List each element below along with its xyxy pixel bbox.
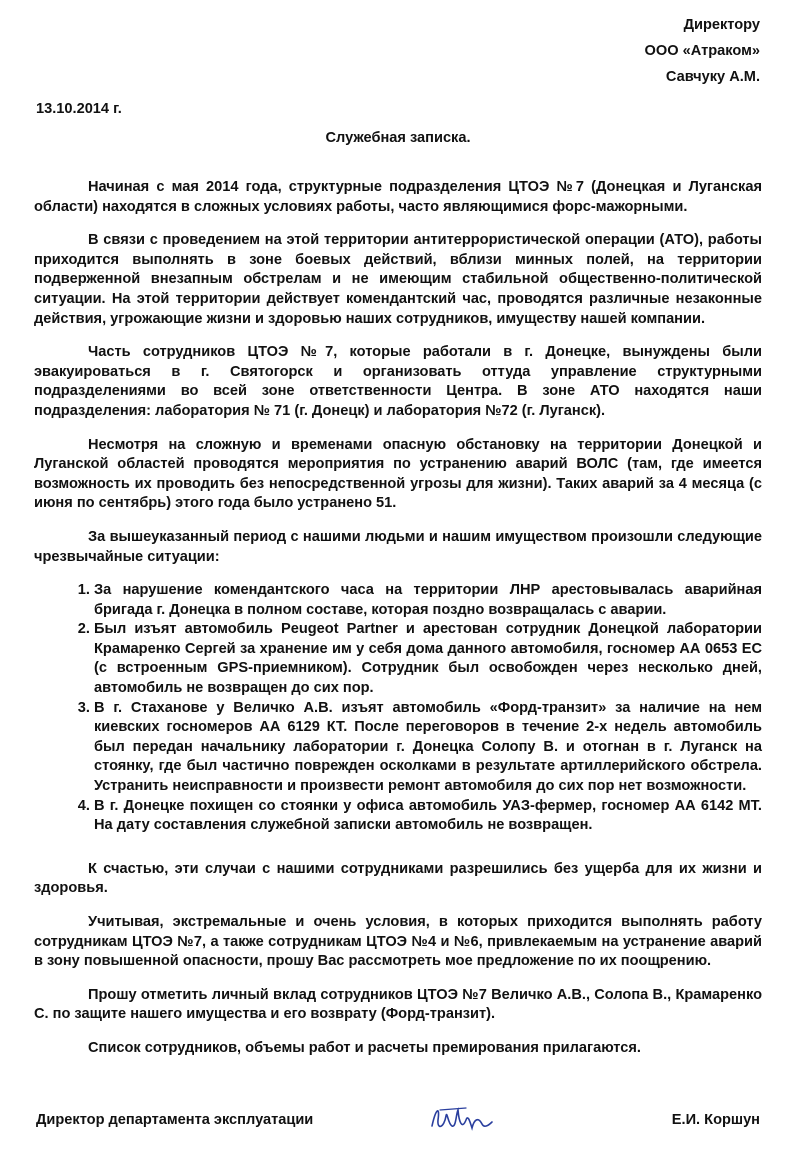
paragraph-incidents-intro: За вышеуказанный период с нашими людьми и нашим имуществом произошли следующие чрезвычайные ситуации:	[34, 528, 762, 565]
incident-item: 2. Был изъят автомобиль Peugeot Partner и арестован сотрудник Донецкой лаборатории Крамаренко Сергей за хранение им у себя дома данного автомобиля, госномер АА 0653 ЕС (с встроенным GPS-приемником). Сотрудник был освобожден через несколько дней, автомобиль не возвращен до сих пор.	[94, 620, 762, 698]
paragraph-acknowledgement: Прошу отметить личный вклад сотрудников ЦТОЭ №7 Величко А.В., Солопа В., Крамаренко С. по защите нашего имущества и его возврату (Форд-транзит).	[34, 986, 762, 1023]
paragraph-no-harm: К счастью, эти случаи с нашими сотрудниками разрешились без ущерба для их жизни и здоровья.	[34, 860, 762, 897]
incident-list	[34, 581, 762, 836]
signatory-position: Директор департамента эксплуатации	[36, 1112, 314, 1128]
incident-item: 3. В г. Стаханове у Величко А.В. изъят автомобиль «Форд-транзит» за наличие на нем киевских госномеров АА 6129 КТ. После переговоров в течение 2-х недель автомобиль был передан начальнику лаборатории г. Донецка Солопу В. и отогнан в г. Луганск на стоянку, где был частично поврежден осколками в результате артиллерийского обстрела. Устранить неисправности и произвести ремонт автомобиля до сих пор нет возможности.	[94, 699, 762, 797]
document-page	[34, 0, 762, 1164]
incident-item: 1. За нарушение комендантского часа на территории ЛНР арестовывалась аварийная бригада г. Донецка в полном составе, которая поздно возвращалась с аварии.	[94, 581, 762, 620]
paragraph-request: Учитывая, экстремальные и очень условия, в которых приходится выполнять работу сотрудникам ЦТОЭ №7, а также сотрудникам ЦТОЭ №4 и №6, привлекаемым на устранение аварий в зону повышенной опасности, прошу Вас рассмотреть мое предложение по их поощрению.	[34, 914, 762, 970]
paragraph-evacuation: Часть сотрудников ЦТОЭ №7, которые работали в г. Донецке, вынуждены были эвакуироваться в г. Святогорск и организовать оттуда управление структурными подразделениями во всей зоне ответственности Центра. В зоне АТО находятся наши подразделения: лаборатория № 71 (г. Донецк) и лаборатория №72 (г. Луганск).	[34, 344, 762, 419]
document-date: 13.10.2014 г.	[36, 101, 122, 117]
paragraph-intro: Начиная с мая 2014 года, структурные подразделения ЦТОЭ №7 (Донецкая и Луганская области) находятся в сложных условиях работы, часто являющимися форс-мажорными.	[34, 179, 762, 215]
handwritten-signature	[426, 1100, 506, 1140]
addressee-company: ООО «Атраком»	[644, 43, 760, 59]
addressee-block	[645, 12, 761, 90]
signature-row	[34, 1112, 762, 1152]
addressee-title: Директору	[683, 17, 760, 33]
paragraph-ato: В связи с проведением на этой территории антитеррористической операции (АТО), работы приходится выполнять в зоне боевых действий, вблизи минных полей, на территории подверженной внезапным обстрелам и не имеющим стабильной общественно-политической ситуации. На этой территории действует комендантский час, проводятся различные незаконные действия, угрожающие жизни и здоровью наших сотрудников, имуществу нашей компании.	[34, 232, 762, 327]
incident-item: 4. В г. Донецке похищен со стоянки у офиса автомобиль УАЗ-фермер, госномер АА 6142 МТ. На дату составления служебной записки автомобиль не возвращен.	[94, 797, 762, 836]
document-title: Служебная записка.	[325, 130, 471, 146]
signatory-name: Е.И. Коршун	[671, 1112, 760, 1128]
paragraph-repairs: Несмотря на сложную и временами опасную обстановку на территории Донецкой и Луганской областей проводятся мероприятия по устранению аварий ВОЛС (там, где имеется возможность их проводить без непосредственной угрозы для жизни). Таких аварий за 4 месяца (с июня по сентябрь) этого года было устранено 51.	[34, 436, 762, 512]
addressee-name: Савчуку А.М.	[665, 69, 760, 85]
document-body	[34, 154, 762, 1059]
paragraph-attachments: Список сотрудников, объемы работ и расчеты премирования прилагаются.	[88, 1039, 641, 1056]
